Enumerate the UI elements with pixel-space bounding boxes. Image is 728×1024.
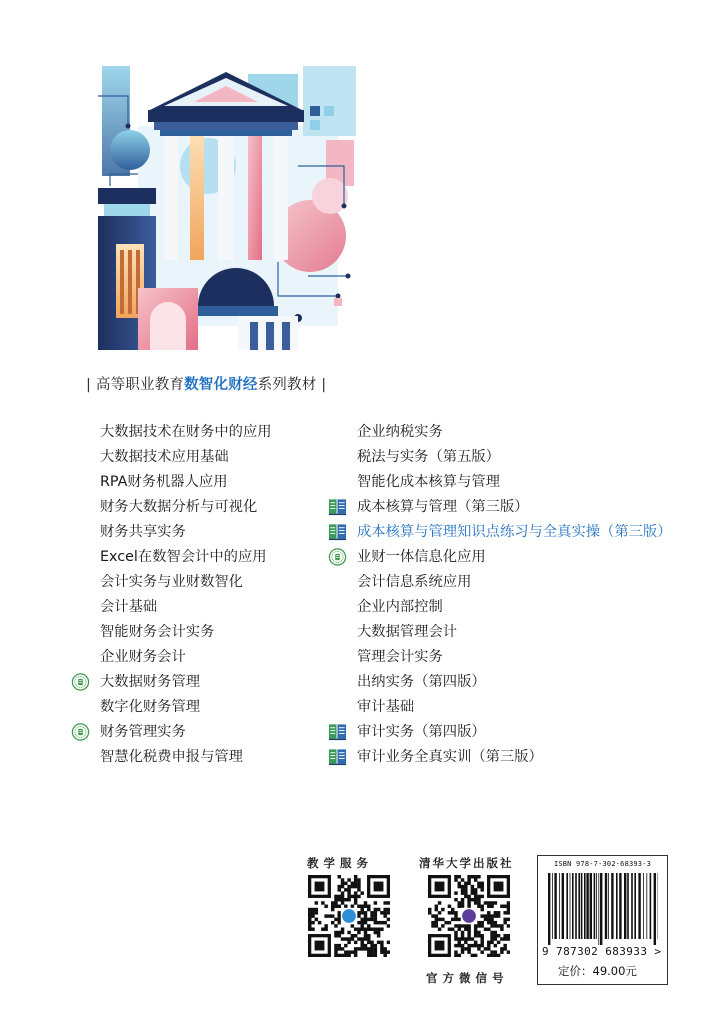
book-title: Excel在数智会计中的应用 [100,549,267,565]
book-title-item [100,597,272,622]
book-title: 审计基础 [357,699,415,715]
book-title: 智慧化税费申报与管理 [100,749,243,765]
series-title-bar-right: | [321,377,327,393]
book-title-item [357,572,672,597]
national-planning-seal-icon [71,723,90,741]
series-title [86,373,326,394]
book-title: 企业内部控制 [357,599,443,615]
book-title-item [357,647,672,672]
book-title: 财务大数据分析与可视化 [100,499,258,515]
qr-official-label: 官方微信号 [426,971,509,985]
book-title-item [357,472,672,497]
book-title: 大数据技术在财务中的应用 [100,424,272,440]
book-title: 会计实务与业财数智化 [100,574,243,590]
book-title-item [357,697,672,722]
book-title-item [357,522,672,547]
digital-book-icon [328,498,347,516]
book-title: 企业纳税实务 [357,424,443,440]
barcode-bars [548,873,658,945]
book-list-left [100,422,272,772]
book-title-item [100,572,272,597]
book-title: 税法与实务（第五版） [357,449,500,465]
digital-book-icon [328,523,347,541]
book-title-item [100,547,272,572]
book-title: 出纳实务（第四版） [357,674,486,690]
book-title: 业财一体信息化应用 [357,549,486,565]
book-title-item [100,697,272,722]
book-title: 成本核算与管理（第三版） [357,499,529,515]
qr-publisher-label: 清华大学出版社 [419,856,514,870]
book-title: 财务共享实务 [100,524,186,540]
book-title: 审计业务全真实训（第三版） [357,749,543,765]
cover-illustration [98,66,356,350]
book-title-item [100,472,272,497]
book-title-item [357,672,672,697]
national-planning-seal-icon [71,673,90,691]
book-title-item [100,622,272,647]
book-title: 企业财务会计 [100,649,186,665]
book-title: 会计信息系统应用 [357,574,472,590]
national-planning-seal-icon [328,548,347,566]
series-title-suffix: 系列教材 [257,377,322,393]
book-title: 大数据技术应用基础 [100,449,229,465]
book-title: 审计实务（第四版） [357,724,486,740]
series-title-bar-left: | [86,377,92,393]
book-title-item [100,422,272,447]
book-title: 数字化财务管理 [100,699,201,715]
isbn-text: ISBN 978-7-302-68393-3 [553,860,652,868]
book-title-item [100,672,272,697]
book-title-item [357,447,672,472]
book-title-item [100,722,272,747]
book-title-item [100,497,272,522]
book-title: 财务管理实务 [100,724,186,740]
book-title-item [357,422,672,447]
book-title: RPA财务机器人应用 [100,474,228,490]
digital-book-icon [328,748,347,766]
book-title: 智能化成本核算与管理 [357,474,500,490]
book-title: 大数据管理会计 [357,624,458,640]
book-title-item [357,722,672,747]
book-title-item [357,597,672,622]
book-title-item [357,747,672,772]
book-title-item [357,497,672,522]
series-title-highlight: 数智化财经 [184,377,258,393]
qr-code-service [308,875,390,957]
book-title: 会计基础 [100,599,158,615]
isbn-digits: 9 787302 683933 > [542,945,662,958]
book-title: 大数据财务管理 [100,674,201,690]
book-title: 智能财务会计实务 [100,624,215,640]
book-list-right [357,422,672,772]
book-title-item [100,747,272,772]
qr-code-official [428,875,510,957]
qr-service-label: 教学服务 [307,856,373,870]
series-title-prefix: 高等职业教育 [91,377,185,393]
book-title-item [100,447,272,472]
isbn-barcode-box [537,855,668,985]
digital-book-icon [328,723,347,741]
book-title-item [357,622,672,647]
book-title: 成本核算与管理知识点练习与全真实操（第三版） [357,524,672,540]
book-title-item [100,522,272,547]
book-title: 管理会计实务 [357,649,443,665]
book-title-item [100,647,272,672]
book-title-item [357,547,672,572]
price-label: 定价：49.00元 [558,964,637,978]
